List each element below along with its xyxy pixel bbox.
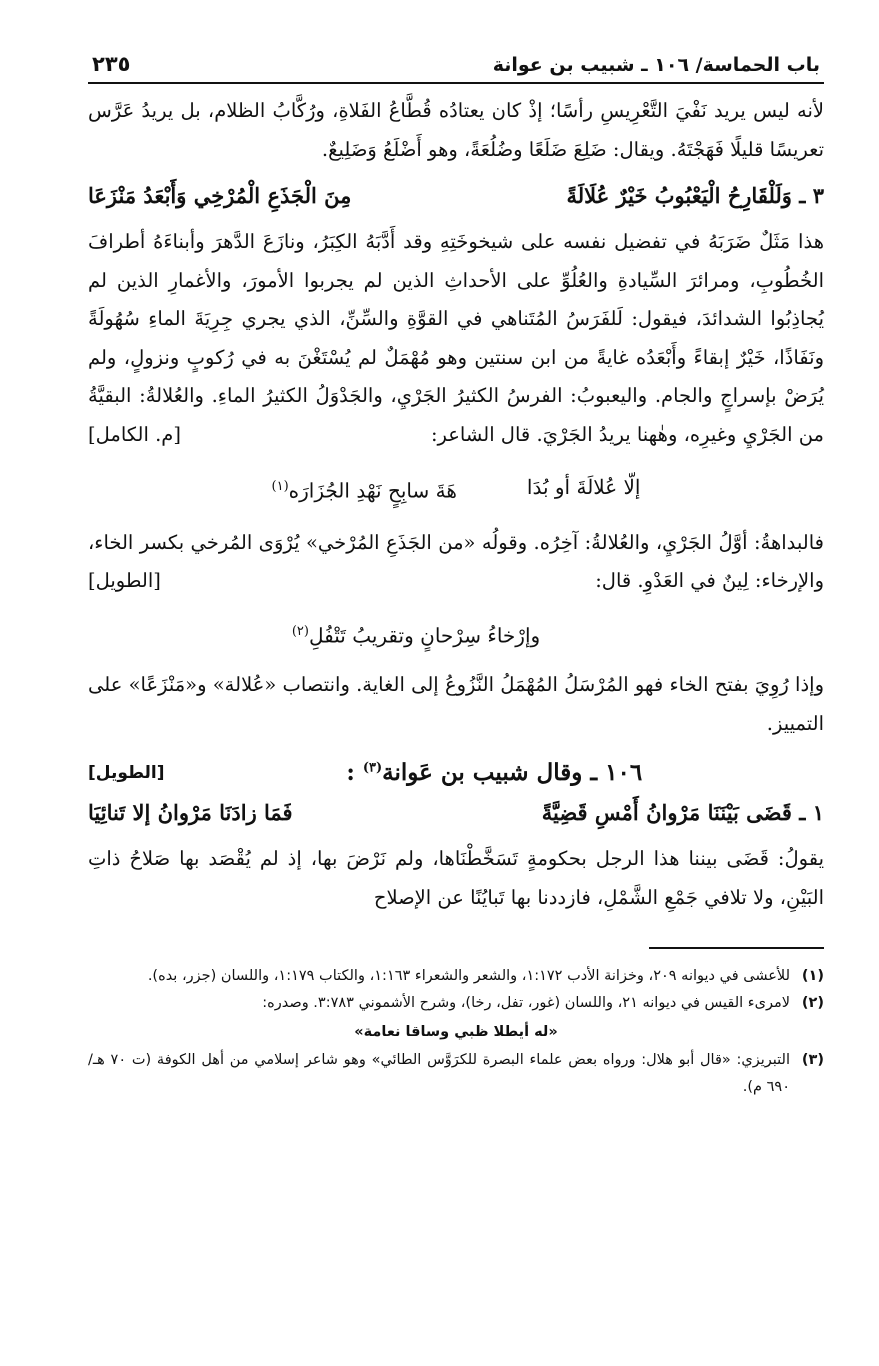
section-106-colon: : xyxy=(346,759,355,787)
footnote-3 xyxy=(88,1047,824,1101)
verse-3 xyxy=(88,173,824,219)
footnote-2-number: (٢) xyxy=(801,995,824,1012)
footnote-1-number: (١) xyxy=(801,968,824,985)
footnote-1-text: للأعشى في ديوانه ٢٠٩، وخزانة الأدب ١:١٧٢، والشعر والشعراء ١:١٦٣، والكتاب ١:١٧٩، واللسان (جزر، بده). xyxy=(147,968,790,985)
quoted-verse-1-second xyxy=(272,464,457,514)
quoted-verse-2-line: وإرْخاءُ سِرْحانٍ وتقريبُ تَتْفُلِ xyxy=(308,623,541,648)
section-106-heading xyxy=(88,759,824,786)
verse-106-1-first-hemistich: ١ ـ قَضَى بَيْنَنَا مَرْوانُ أَمْسِ قَضِيَّةً xyxy=(541,800,824,826)
footnote-ref-2: (٢) xyxy=(291,623,309,639)
verse-3-first-hemistich: ٣ ـ وَلَلْقَارِحُ الْيَعْبُوبُ خَيْرٌ عُلَالَةً xyxy=(566,183,824,208)
footnote-2 xyxy=(88,990,824,1017)
verse-3-second-hemistich: مِنَ الْجَذَعِ الْمُرْخِي وَأَبْعَدُ مَنْزَعَا xyxy=(88,183,352,208)
footnote-3-number: (٣) xyxy=(801,1052,824,1069)
commentary-paragraph-3: وإذا رُوِيَ بفتح الخاء فهو المُرْسَلُ المُهْمَلُ النَّزُوعُ إلى الغاية. وانتصاب «عُلالة» و«مَنْزَعًا» على التمييز. xyxy=(88,673,824,735)
quoted-verse-1-second-text: هَةَ سابِحٍ نَهْدِ الجُزَارَه xyxy=(288,478,457,503)
section-106-meter: [الطويل] xyxy=(88,762,165,783)
footnote-ref-1: (١) xyxy=(271,479,289,494)
quoted-verse-2 xyxy=(88,609,824,659)
quoted-verse-1 xyxy=(88,464,824,514)
commentary-paragraph-1 xyxy=(88,223,824,454)
page-header xyxy=(88,40,824,84)
commentary-1-text: هذا مَثَلٌ ضَرَبَهُ في تفضيل نفسه على شيخوخَتِهِ وقد أَدَّبَهُ الكِبَرُ، ونازَعَ الدَّهرَ وأبناءَهُ أطرافَ الخُطُوبِ، ومرائرَ السِّيادةِ والعُلُوِّ على الأحداثِ الذين لم يجربوا الأمورَ، والأغمارِ الذين لم يُجاذِبُوا الشدائدَ، فيقول: لَلفَرَسُ المُتَناهي في القوَّةِ والسِّنِّ، الذي يجري جِرِيَةَ الماءِ سُهُولَةً ونَفَاذًا، خَيْرٌ إبقاءً وأَبْعَدُه غايةً من ابن سنتين وهو مُهْمَلٌ لم يُسْتَغْنَ به في رُكوبٍ ونزولٍ، ولم يُرَضْ بإسراجٍ والجام. واليعبوبُ: الفرسُ الكثيرُ الجَرْيِ، والجَدْوَلُ الكثيرُ الماءِ. والعُلالةُ: البقيَّةُ من الجَرْيِ وغيرِه، وهٰهنا يريدُ الجَرْيَ. قال الشاعر: xyxy=(88,230,824,446)
chapter-heading: باب الحماسة/ ١٠٦ ـ شبيب بن عوانة xyxy=(492,54,820,76)
quoted-verse-1-first: إلّا عُلالَةَ أو بُدَا xyxy=(526,475,641,499)
commentary-2-text: فالبداهةُ: أوَّلُ الجَرْيِ، والعُلالةُ: آخِرُه. وقولُه «من الجَذَعِ المُرْخي» يُرْوَى المُرخي بكسر الخاء، والإرخاء: لِينٌ في العَدْوِ. قال: xyxy=(88,530,824,593)
footnote-divider xyxy=(649,947,824,949)
quoted-verse-2-text xyxy=(292,609,540,659)
verse-106-1 xyxy=(88,790,824,836)
book-page xyxy=(88,40,824,1326)
commentary-1-meter: [م. الكامل] xyxy=(88,422,181,446)
commentary-2-meter: [الطويل] xyxy=(88,569,161,593)
footnote-1 xyxy=(88,963,824,990)
commentary-paragraph-4: يقولُ: قَضَى بيننا هذا الرجل بحكومةٍ تَسَخَّطْنَاها، ولم نَرْضَ بها، إذ لم يُقْصَد بها صَلاحُ ذاتِ البَيْنِ، ولا تلافي جَمْعِ الشَّمْلِ، فازددنا بها تَبايُنًا عن الإصلاح xyxy=(88,847,824,909)
verse-106-1-second-hemistich: فَمَا زادَنَا مَرْوانُ إلا تَنائِيَا xyxy=(88,800,293,826)
intro-paragraph: لأنه ليس يريد نَفْيَ التَّعْرِيسِ رأسًا؛ إذْ كان يعتادُه قُطَّاعُ الفَلاةِ، ورُكَّابُ الظلام، بل يريدُ عَرَّس تعريسًا قليلًا فَهَجْتَهُ. ويقال: ضَلِعَ ضَلَعًا وضُلُعَةً، وهو أَضْلَعُ وَضَلِيعٌ. xyxy=(88,99,824,161)
footnote-2-verse: «له أيطلا ظبي وساقا نعامة» xyxy=(354,1024,558,1041)
section-106-title xyxy=(165,759,824,786)
footnote-3-text: التبريزي: «قال أبو هلال: ورواه بعض علماء البصرة للكرَوَّس الطائي» وهو شاعر إسلامي من أهل الكوفة (ت ٧٠ هـ/ ٦٩٠ م). xyxy=(88,1052,790,1096)
commentary-paragraph-2 xyxy=(88,524,824,601)
footnote-2-text: لامرىء القيس في ديوانه ٢١، واللسان (غور، تفل، رخا)، وشرح الأشموني ٣:٧٨٣. وصدره: xyxy=(262,995,790,1012)
section-106-title-text: ١٠٦ ـ وقال شبيب بن عَوانة xyxy=(382,759,643,787)
page-number: ٢٣٥ xyxy=(92,52,131,76)
footnote-ref-3: (٣) xyxy=(362,760,383,776)
